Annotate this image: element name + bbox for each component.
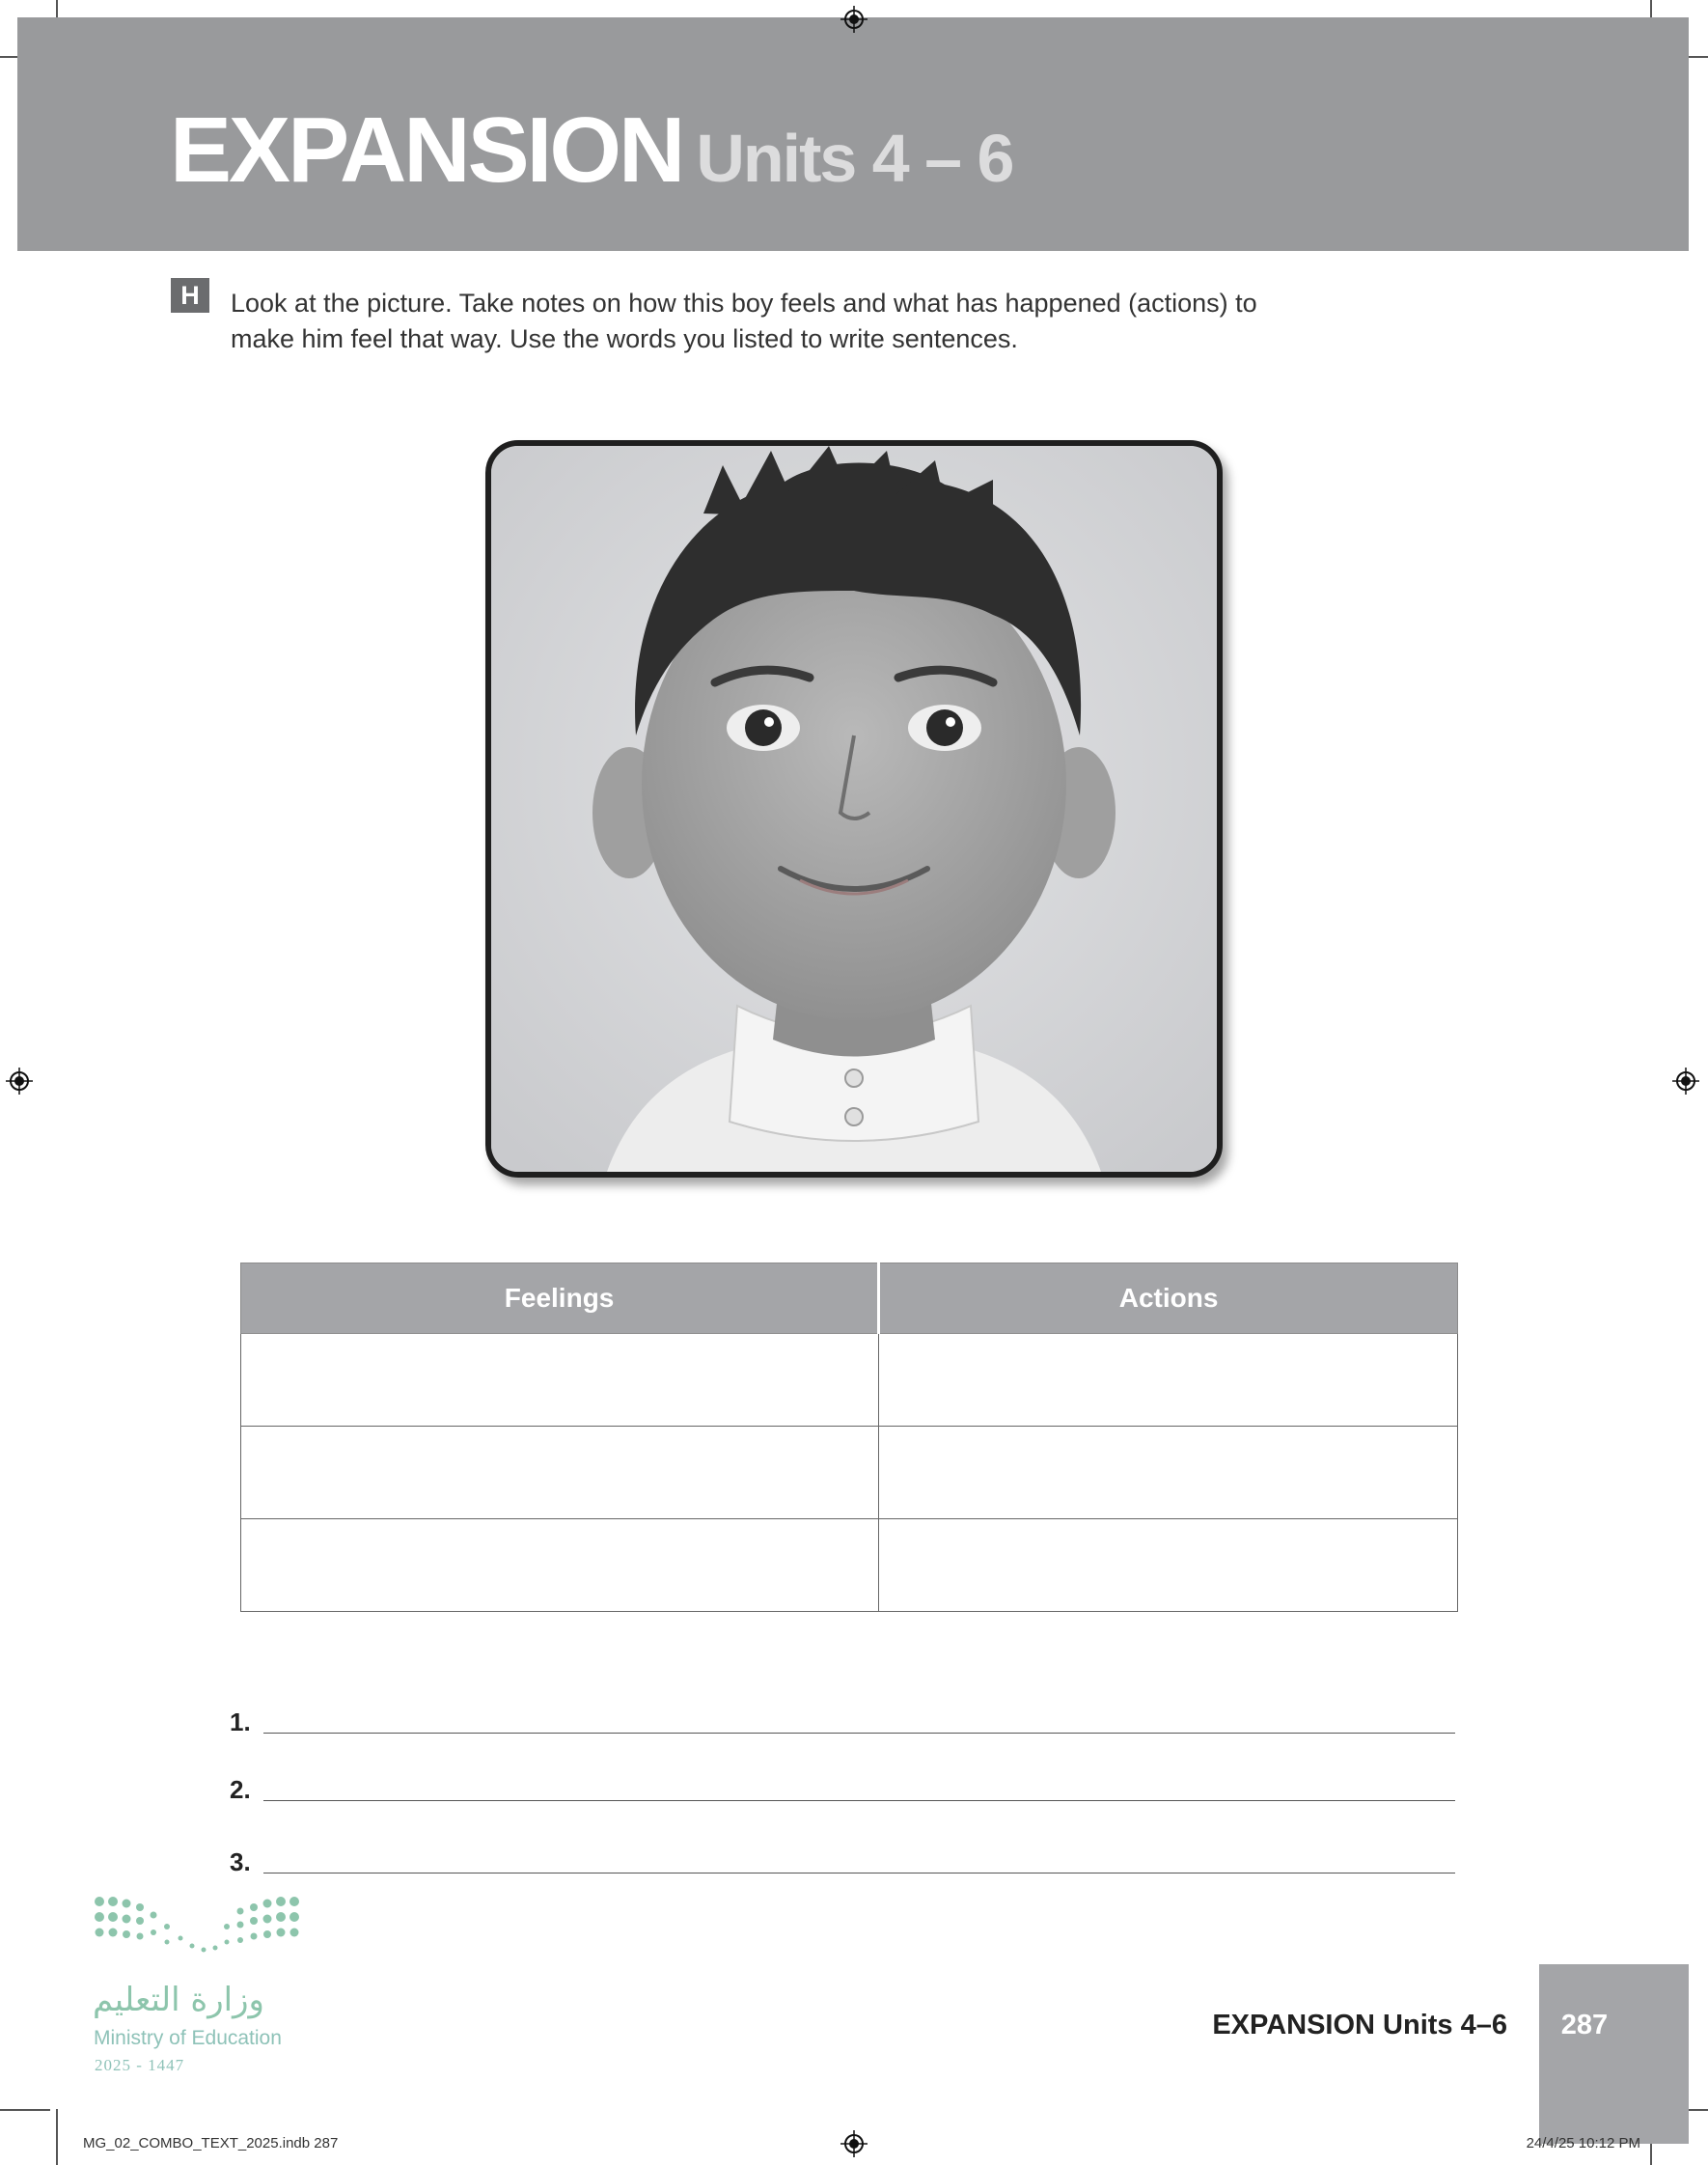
answer-line-3[interactable] bbox=[230, 1839, 1455, 1877]
registration-mark-icon bbox=[840, 6, 868, 33]
table-row bbox=[241, 1334, 1458, 1427]
answer-number: 1. bbox=[230, 1707, 251, 1736]
column-header-actions: Actions bbox=[879, 1263, 1458, 1334]
table-row bbox=[241, 1427, 1458, 1519]
registration-mark-icon bbox=[6, 1068, 33, 1095]
exercise-instruction: Look at the picture. Take notes on how this boy feels and what has happened (actions) to make him feel that way. Use the words you listed to write sentences. bbox=[231, 289, 1257, 353]
ministry-years: 2025 - 1447 bbox=[95, 2056, 185, 2074]
table-row bbox=[241, 1519, 1458, 1612]
page-number-box bbox=[1539, 1964, 1689, 2144]
answer-line-1[interactable] bbox=[230, 1699, 1455, 1737]
crop-mark bbox=[0, 2109, 50, 2111]
answer-rule bbox=[263, 1733, 1455, 1734]
answer-number: 3. bbox=[230, 1847, 251, 1876]
feelings-cell[interactable] bbox=[241, 1334, 879, 1427]
ministry-name-arabic: وزارة التعليم bbox=[93, 1981, 264, 2019]
feelings-actions-table bbox=[240, 1263, 1458, 1612]
feelings-cell[interactable] bbox=[241, 1519, 879, 1612]
table-header-row bbox=[241, 1263, 1458, 1334]
print-slug-date: 24/4/25 10:12 PM bbox=[1526, 2135, 1640, 2151]
column-header-feelings: Feelings bbox=[241, 1263, 879, 1334]
actions-cell[interactable] bbox=[879, 1427, 1458, 1519]
boy-portrait-icon bbox=[491, 446, 1217, 1172]
boy-photo bbox=[485, 440, 1223, 1178]
registration-mark-icon bbox=[1672, 1068, 1699, 1095]
actions-cell[interactable] bbox=[879, 1519, 1458, 1612]
title-main: EXPANSION bbox=[170, 98, 683, 202]
ministry-name-english: Ministry of Education bbox=[94, 2027, 282, 2049]
ministry-logo-icon bbox=[92, 1892, 314, 1969]
title-sub: Units 4 – 6 bbox=[696, 121, 1013, 196]
answer-rule bbox=[263, 1800, 1455, 1801]
registration-mark-icon bbox=[840, 2130, 868, 2157]
page-number: 287 bbox=[1560, 2010, 1609, 2040]
answer-rule bbox=[263, 1873, 1455, 1874]
footer-section-label: EXPANSION Units 4–6 bbox=[1212, 2010, 1507, 2040]
answer-number: 2. bbox=[230, 1775, 251, 1804]
page-title bbox=[170, 98, 1013, 202]
exercise-badge: H bbox=[171, 278, 209, 313]
answer-line-2[interactable] bbox=[230, 1766, 1455, 1805]
actions-cell[interactable] bbox=[879, 1334, 1458, 1427]
crop-mark bbox=[56, 2109, 58, 2165]
feelings-cell[interactable] bbox=[241, 1427, 879, 1519]
print-slug-file: MG_02_COMBO_TEXT_2025.indb 287 bbox=[83, 2135, 339, 2151]
